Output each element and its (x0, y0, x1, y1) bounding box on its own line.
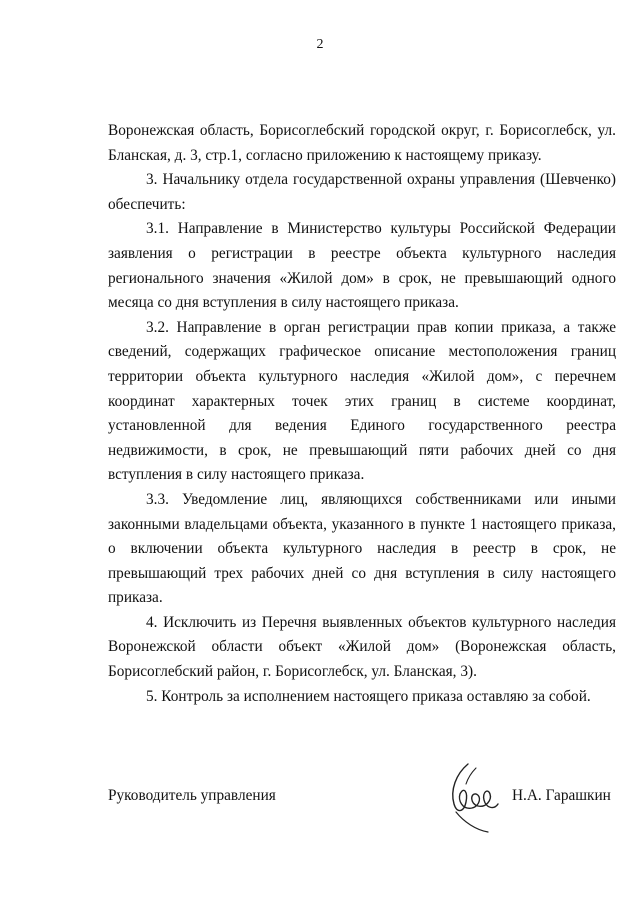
paragraph-item-5: 5. Контроль за исполнением настоящего приказа оставляю за собой. (146, 687, 591, 705)
paragraph-item-3-1: 3.1. Направление в Министерство культуры Российской Федерации заявления о регистрации в реестре объекта культурного наследия регионального значения «Жилой дом» в срок, не превышающий одного месяца со дня вступления в силу настоящего приказа. (108, 220, 616, 312)
paragraph-item-4: 4. Исключить из Перечня выявленных объектов культурного наследия Воронежской области объект «Жилой дом» (Воронежская область, Борисоглебский район, г. Борисоглебск, ул. Бланская, 3). (108, 613, 616, 681)
signatory-name: Н.А. Гарашкин (512, 787, 611, 804)
paragraph-item-3: 3. Начальнику отдела государственной охраны управления (Шевченко) обеспечить: (108, 171, 616, 213)
page-number: 2 (316, 37, 324, 52)
paragraph-address-continuation: Воронежская область, Борисоглебский городской округ, г. Борисоглебск, ул. Бланская, д. 3, стр.1, согласно приложению к настоящему приказу. (108, 122, 616, 164)
paragraph-item-3-2: 3.2. Направление в орган регистрации прав копии приказа, а также сведений, содержащих графическое описание местоположения границ территории объекта культурного наследия «Жилой дом», с перечнем координат характерных точек этих границ в системе координат, установленной для ведения Единого государственного реестра недвижимости, в срок, не превышающий пяти рабочих дней со дня вступления в силу настоящего приказа. (108, 318, 616, 484)
handwritten-signature (446, 760, 502, 835)
paragraph-item-3-3: 3.3. Уведомление лиц, являющихся собственниками или иными законными владельцами объекта, указанного в пункте 1 настоящего приказа, о включении объекта культурного наследия в реестр в срок, не превышающий трех рабочих дней со дня вступления в силу настоящего приказа. (108, 490, 616, 607)
signatory-title: Руководитель управления (108, 787, 276, 804)
document-body (108, 119, 616, 709)
